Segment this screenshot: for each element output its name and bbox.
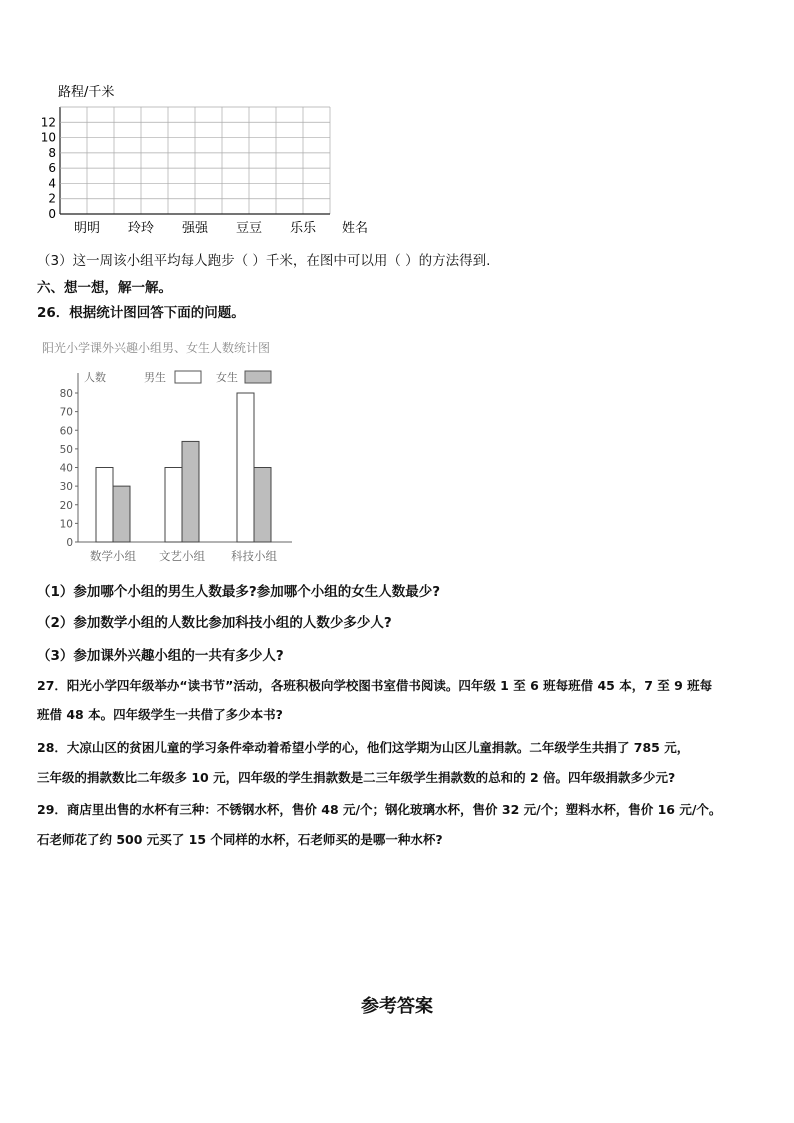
chart-legend	[144, 370, 271, 384]
y-tick-label: 12	[40, 115, 56, 130]
section-6-heading: 六、想一想，解一解。	[37, 280, 172, 296]
answer-section-title: 参考答案	[361, 996, 433, 1017]
x-tick-label: 明明	[73, 221, 101, 236]
x-tick-labels	[74, 221, 317, 236]
y-tick-label: 4	[48, 176, 56, 191]
bar-girls	[182, 441, 199, 542]
question-26-title: 26．根据统计图回答下面的问题。	[37, 305, 245, 321]
bar-girls	[254, 468, 271, 543]
question-27-line-1: 27．阳光小学四年级举办“读书节”活动，各班积极向学校图书室借书阅读。四年级 1 至 6 班每班借 45 本，7 至 9 班每	[37, 678, 713, 693]
y-axis-label: 路程/千米	[58, 85, 115, 100]
grid-lines	[60, 107, 330, 214]
bar-girls	[113, 486, 130, 542]
x-tick-label: 玲玲	[127, 221, 155, 236]
legend-boys-label: 男生	[144, 371, 166, 384]
distance-grid-chart	[30, 75, 390, 240]
legend-girls-swatch	[245, 371, 271, 383]
y-tick-label: 60	[59, 425, 73, 438]
y-tick-label: 0	[66, 537, 73, 549]
chart-bars	[96, 393, 271, 542]
question-26-1: （1）参加哪个小组的男生人数最多?参加哪个小组的女生人数最少?	[37, 584, 441, 600]
y-tick-label: 10	[59, 518, 73, 531]
x-tick-label: 强强	[181, 221, 209, 236]
bar-boys	[237, 393, 254, 542]
y-tick-label: 20	[59, 499, 73, 512]
bar-boys	[96, 468, 113, 543]
y-tick-label: 6	[48, 161, 56, 176]
x-tick-label: 文艺小组	[159, 549, 205, 563]
legend-boys-swatch	[175, 371, 201, 383]
y-tick-label: 50	[59, 443, 73, 456]
y-tick-label: 2	[48, 191, 56, 206]
chart-y-label: 人数	[84, 371, 106, 384]
question-28-line-1: 28．大凉山区的贫困儿童的学习条件牵动着希望小学的心，他们这学期为山区儿童捐款。二年级学生共捐了 785 元，	[37, 740, 690, 755]
y-tick-label: 70	[59, 406, 73, 419]
x-tick-label: 豆豆	[235, 221, 263, 236]
y-tick-label: 10	[40, 130, 56, 145]
question-26-2: （2）参加数学小组的人数比参加科技小组的人数少多少人?	[37, 615, 392, 631]
question-29-line-1: 29．商店里出售的水杯有三种：不锈钢水杯，售价 48 元/个；钢化玻璃水杯，售价 32 元/个；塑料水杯，售价 16 元/个。	[37, 802, 722, 817]
y-tick-label: 80	[59, 388, 73, 400]
question-29-line-2: 石老师花了约 500 元买了 15 个同样的水杯，石老师买的是哪一种水杯?	[37, 832, 443, 847]
bar-boys	[165, 468, 182, 543]
interest-group-bar-chart	[30, 333, 330, 568]
question-26-3: （3）参加课外兴趣小组的一共有多少人?	[37, 648, 284, 664]
chart-title: 阳光小学课外兴趣小组男、女生人数统计图	[42, 341, 271, 355]
question-25-3: （3）这一周该小组平均每人跑步（ ）千米，在图中可以用（ ）的方法得到.	[37, 253, 491, 269]
y-tick-label: 30	[59, 481, 73, 494]
chart-y-ticks	[60, 388, 78, 549]
chart-x-ticks	[90, 549, 277, 563]
x-axis-label: 姓名	[342, 221, 369, 236]
x-tick-label: 数学小组	[90, 549, 136, 563]
y-tick-label: 8	[48, 145, 56, 160]
question-27-line-2: 班借 48 本。四年级学生一共借了多少本书?	[37, 707, 283, 722]
y-tick-label: 40	[59, 462, 73, 475]
x-tick-label: 科技小组	[231, 549, 277, 563]
x-tick-label: 乐乐	[289, 221, 317, 236]
question-28-line-2: 三年级的捐款数比二年级多 10 元，四年级的学生捐款数是二三年级学生捐款数的总和的 2 倍。四年级捐款多少元?	[37, 770, 676, 785]
y-tick-labels	[41, 115, 56, 221]
legend-girls-label: 女生	[216, 371, 238, 384]
y-tick-label: 0	[48, 207, 56, 221]
